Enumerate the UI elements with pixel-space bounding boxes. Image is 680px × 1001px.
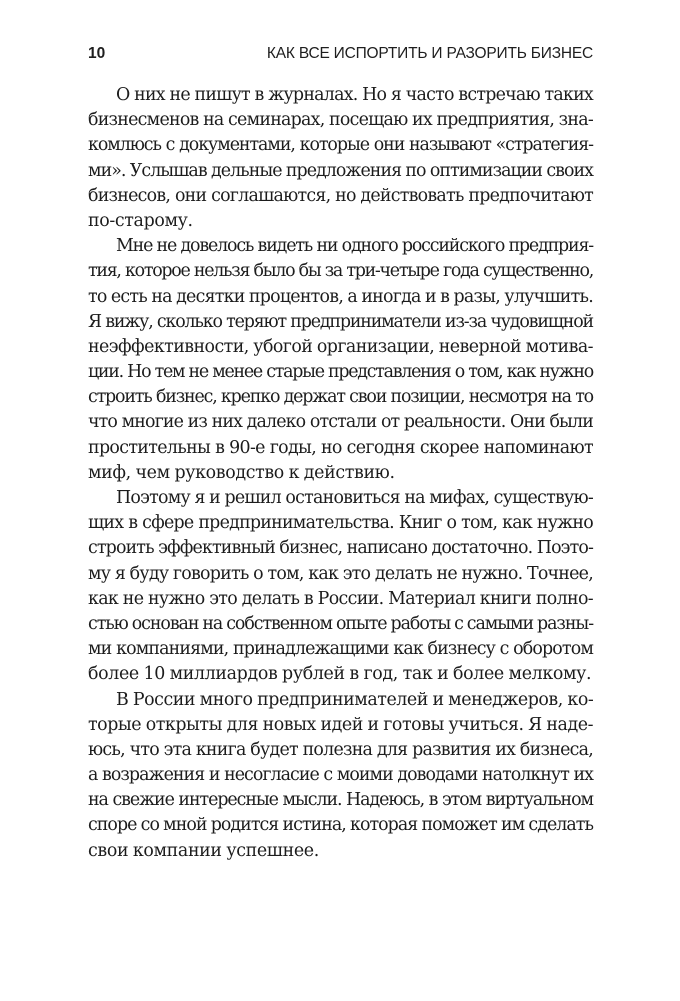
paragraph: [88, 486, 593, 688]
text-line: по-старому.: [88, 210, 193, 231]
text-line: ции. Но тем не менее старые представления о том, как нужно: [88, 362, 593, 383]
text-line: строить бизнес, крепко держат свои позиции, несмотря на то: [88, 387, 593, 408]
text-line: Я вижу, сколько теряют предприниматели из-за чудовищной: [88, 311, 593, 332]
page-number: 10: [88, 45, 106, 62]
text-line: на свежие интересные мысли. Надеюсь, в этом виртуальном: [88, 790, 593, 811]
paragraph: [88, 688, 593, 864]
text-line: комлюсь с документами, которые они называют «стратегия-: [88, 135, 593, 156]
text-line: неэффективности, убогой организации, неверной мотива-: [88, 336, 593, 357]
text-line: миф, чем руководство к действию.: [88, 462, 395, 483]
text-line: что многие из них далеко отстали от реальности. Они были: [88, 412, 593, 433]
text-line: свои компании успешнее.: [88, 840, 319, 861]
text-line: тия, которое нельзя было бы за три-четыре года существенно,: [88, 261, 593, 282]
text-line: то есть на десятки процентов, а иногда и в разы, улучшить.: [88, 286, 593, 307]
text-line: Мне не довелось видеть ни одного российского предприя-: [116, 236, 593, 257]
text-line: простительны в 90-е годы, но сегодня скорее напоминают: [88, 437, 593, 458]
running-head: [88, 45, 593, 67]
body-text: [88, 83, 593, 864]
text-line: споре со мной родится истина, которая поможет им сделать: [88, 815, 593, 836]
text-line: ми». Услышав дельные предложения по оптимизации своих: [88, 160, 593, 181]
text-line: стью основан на собственном опыте работы с самыми разны-: [88, 613, 594, 634]
text-line: щих в сфере предпринимательства. Книг о том, как нужно: [88, 513, 593, 534]
text-line: а возражения и несогласие с моими доводами натолкнут их: [88, 765, 593, 786]
text-line: ми компаниями, принадлежащими как бизнесу с оборотом: [88, 639, 593, 660]
text-line: му я буду говорить о том, как это делать не нужно. Точнее,: [88, 563, 593, 584]
text-line: торые открыты для новых идей и готовы учиться. Я наде-: [88, 714, 593, 735]
paragraph: [88, 234, 593, 486]
text-line: Поэтому я и решил остановиться на мифах, существую-: [116, 488, 593, 508]
text-line: О них не пишут в журналах. Но я часто встречаю таких: [116, 85, 593, 105]
text-line: строить эффективный бизнес, написано достаточно. Поэто-: [88, 538, 593, 559]
text-line: бизнесов, они соглашаются, но действовать предпочитают: [88, 185, 593, 206]
text-line: юсь, что эта книга будет полезна для развития их бизнеса,: [88, 739, 593, 760]
text-line: более 10 миллиардов рублей в год, так и более мелкому.: [88, 664, 592, 685]
text-line: бизнесменов на семинарах, посещаю их предприятия, зна-: [88, 110, 593, 131]
text-line: как не нужно это делать в России. Материал книги полно-: [88, 588, 593, 609]
paragraph: [88, 83, 593, 234]
book-title: КАК ВСЕ ИСПОРТИТЬ И РАЗОРИТЬ БИЗНЕС: [266, 45, 593, 62]
text-line: В России много предпринимателей и менеджеров, ко-: [116, 689, 594, 710]
